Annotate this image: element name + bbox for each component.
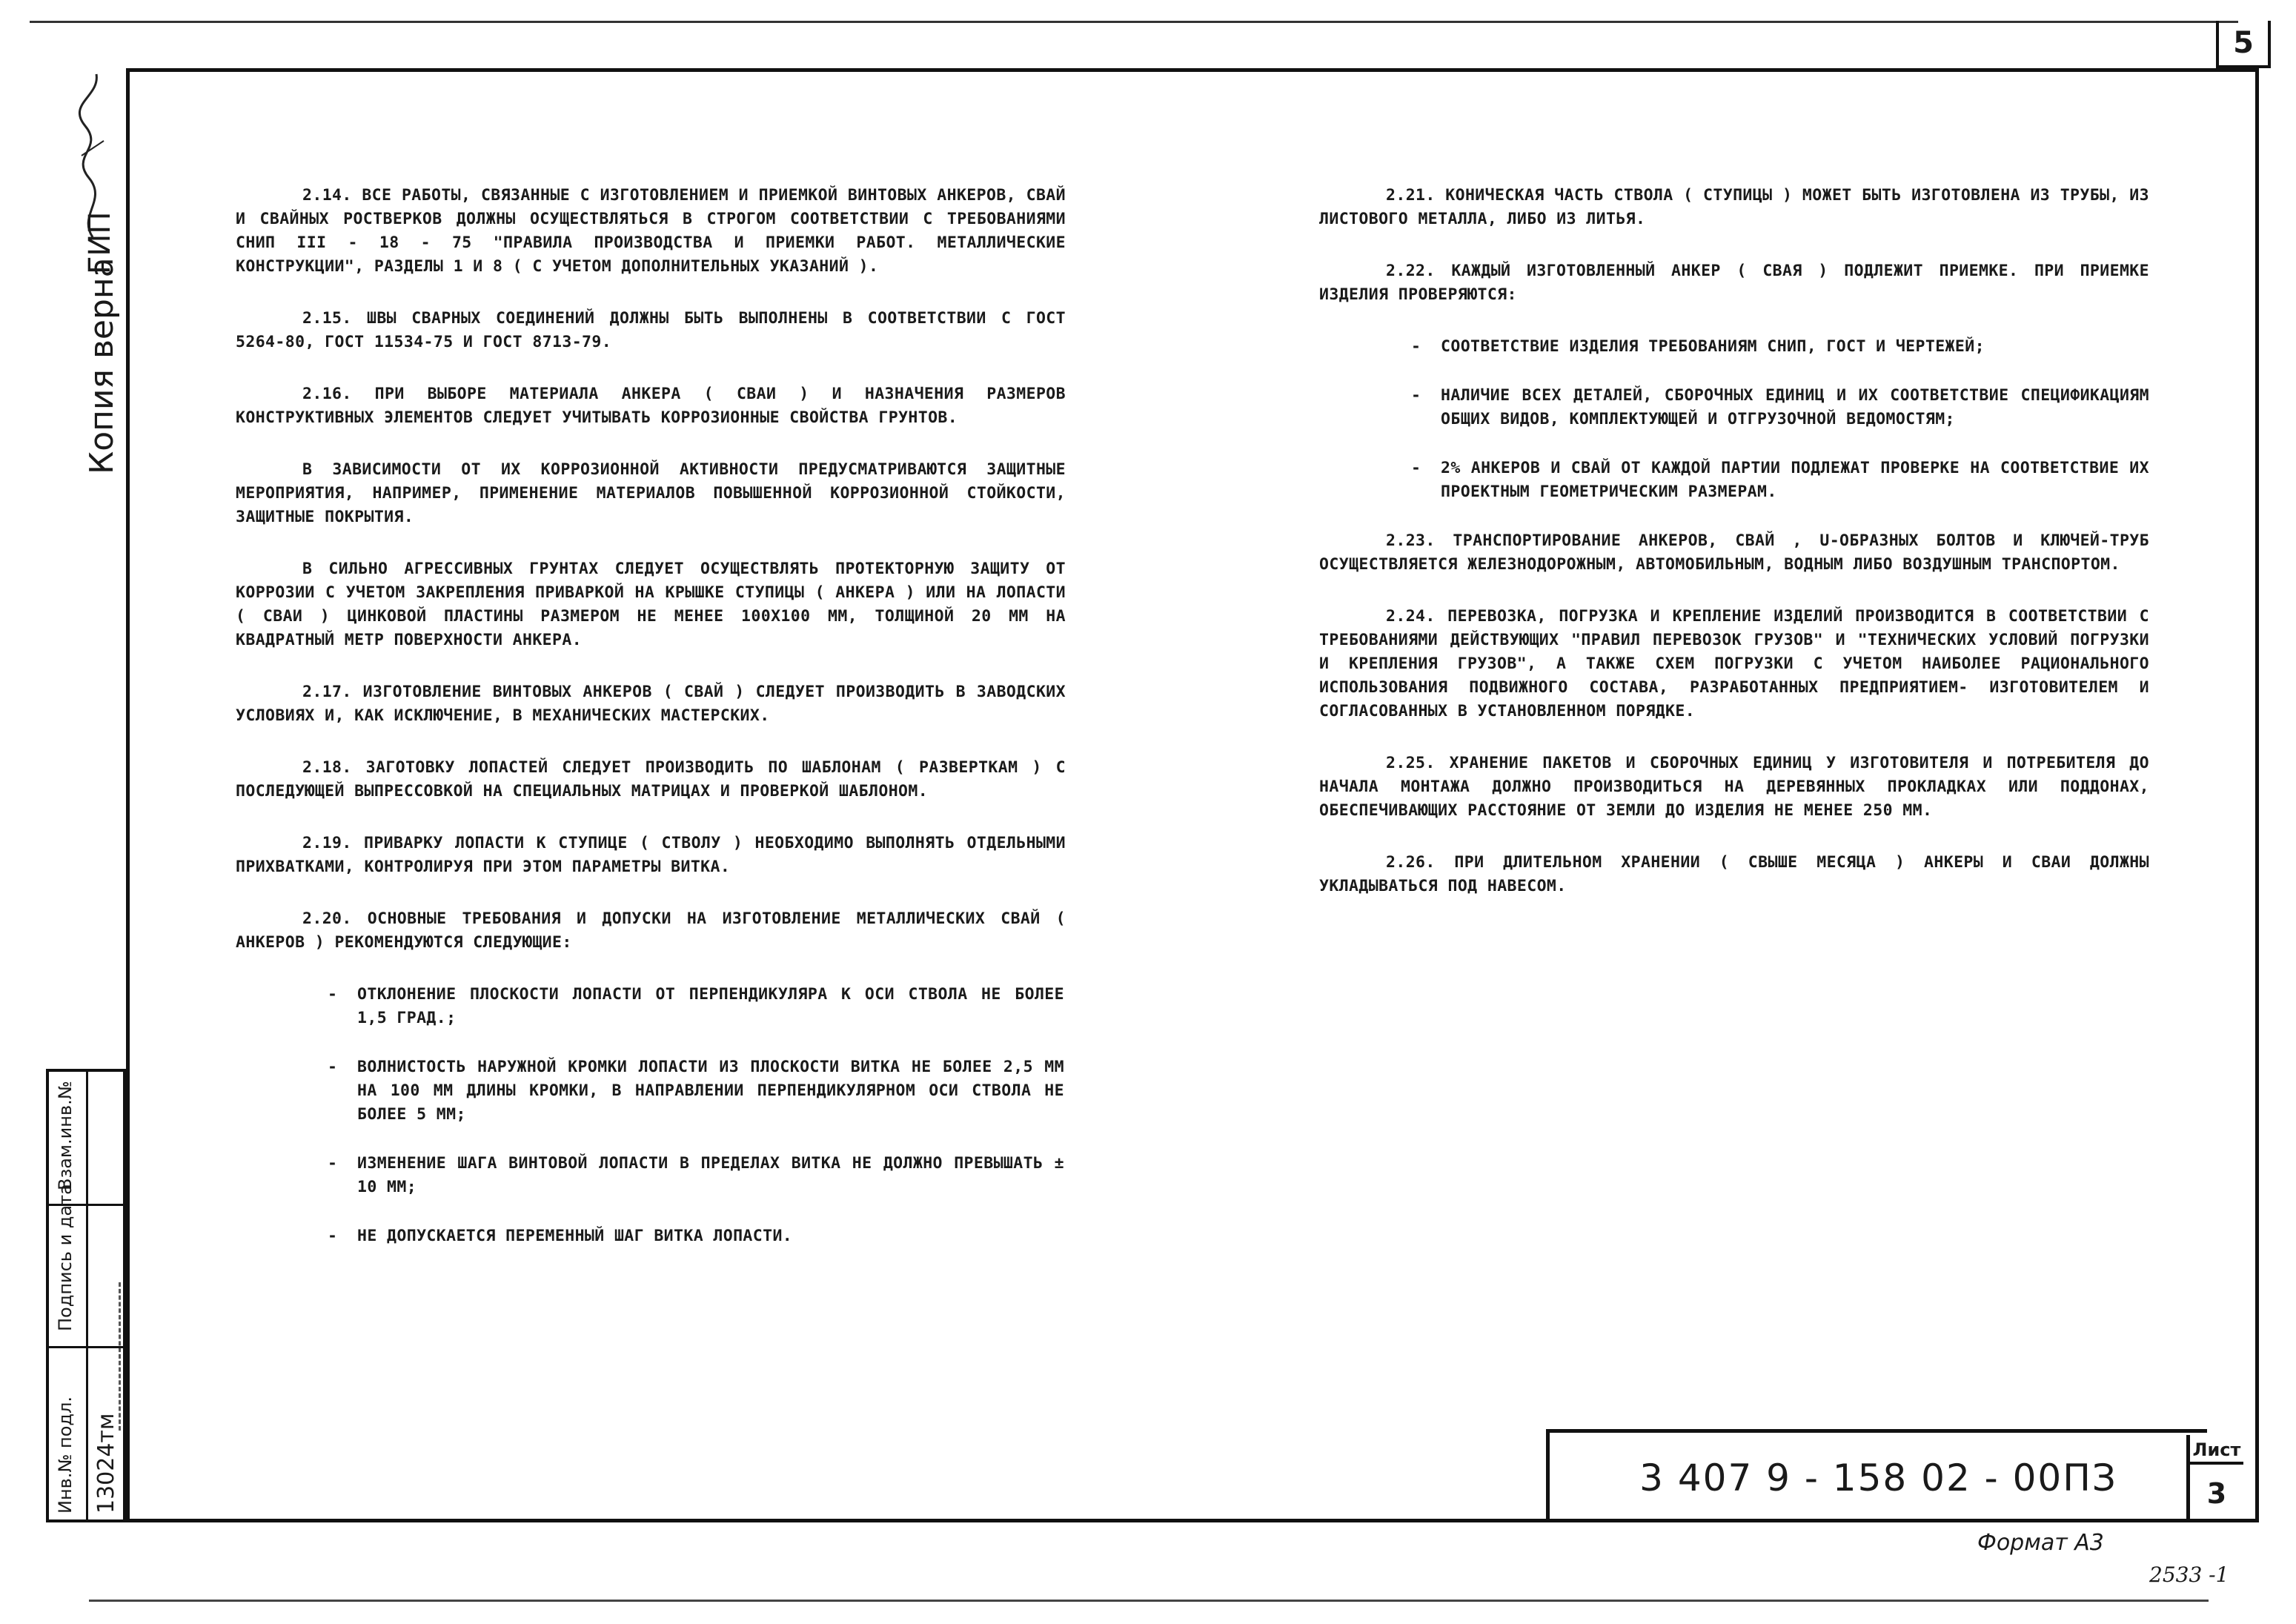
list-item: - ОТКЛОНЕНИЕ ПЛОСКОСТИ ЛОПАСТИ ОТ ПЕРПЕНДИКУЛЯРА К ОСИ СТВОЛА НЕ БОЛЕЕ 1,5 ГРАД.; — [328, 985, 1064, 1027]
inv-no-value: 13024тм — [93, 1413, 119, 1514]
list-item: - ИЗМЕНЕНИЕ ШАГА ВИНТОВОЙ ЛОПАСТИ В ПРЕДЕЛАХ ВИТКА НЕ ДОЛЖНО ПРЕВЫШАТЬ ± 10 ММ; — [328, 1154, 1064, 1196]
copy-true-stamp: Копия верна — [83, 257, 121, 474]
list-item: - ВОЛНИСТОСТЬ НАРУЖНОЙ КРОМКИ ЛОПАСТИ ИЗ ПЛОСКОСТИ ВИТКА НЕ БОЛЕЕ 2,5 ММ НА 100 ММ ДЛИНЫ КРОМКИ, В НАПРАВЛЕНИИ ПЕРПЕНДИКУЛЯРНОМ ОСИ СТВОЛА НЕ БОЛЕЕ 5 ММ; — [328, 1058, 1064, 1124]
list-item: - НАЛИЧИЕ ВСЕХ ДЕТАЛЕЙ, СБОРОЧНЫХ ЕДИНИЦ И ИХ СООТВЕТСТВИЕ СПЕЦИФИКАЦИЯМ ОБЩИХ ВИДОВ, КОМПЛЕКТУЮЩЕЙ И ОТГРУЗОЧНОЙ ВЕДОМОСТЯМ; — [1411, 386, 2149, 428]
right-column — [1319, 184, 2149, 927]
clause-2-17: 2.17. ИЗГОТОВЛЕНИЕ ВИНТОВЫХ АНКЕРОВ ( СВАЙ ) СЛЕДУЕТ ПРОИЗВОДИТЬ В ЗАВОДСКИХ УСЛОВИЯХ И, КАК ИСКЛЮЧЕНИЕ, В МЕХАНИЧЕСКИХ МАСТЕРСКИХ. — [236, 683, 1066, 725]
top-border-line — [30, 21, 2238, 23]
clause-2-19: 2.19. ПРИВАРКУ ЛОПАСТИ К СТУПИЦЕ ( СТВОЛУ ) НЕОБХОДИМО ВЫПОЛНЯТЬ ОТДЕЛЬНЫМИ ПРИХВАТКАМИ, КОНТРОЛИРУЯ ПРИ ЭТОМ ПАРАМЕТРЫ ВИТКА. — [236, 834, 1066, 876]
bottom-border-line — [89, 1600, 2209, 1602]
sign-date-label: Подпись и дата — [55, 1184, 76, 1331]
clause-2-16-c: В СИЛЬНО АГРЕССИВНЫХ ГРУНТАХ СЛЕДУЕТ ОСУЩЕСТВЛЯТЬ ПРОТЕКТОРНУЮ ЗАЩИТУ ОТ КОРРОЗИИ С УЧЕТОМ ЗАКРЕПЛЕНИЯ ПРИВАРКОЙ НА КРЫШКЕ СТУПИЦЫ ( АНКЕРА ) ИЛИ НА ЛОПАСТИ ( СВАИ ) ЦИНКОВОЙ ПЛАСТИНЫ РАЗМЕРОМ НЕ МЕНЕЕ 100Х100 ММ, ТОЛЩИНОЙ 20 ММ НА КВАДРАТНЫЙ МЕТР ПОВЕРХНОСТИ АНКЕРА. — [236, 560, 1066, 649]
sheet-label: Лист — [2190, 1435, 2243, 1465]
page-number: 5 — [2216, 21, 2271, 68]
clause-2-18: 2.18. ЗАГОТОВКУ ЛОПАСТЕЙ СЛЕДУЕТ ПРОИЗВОДИТЬ ПО ШАБЛОНАМ ( РАЗВЕРТКАМ ) С ПОСЛЕДУЮЩЕЙ ВЫПРЕССОВКОЙ НА СПЕЦИАЛЬНЫХ МАТРИЦАХ И ПРОВЕРКОЙ ШАБЛОНОМ. — [236, 758, 1066, 801]
clause-2-24: 2.24. ПЕРЕВОЗКА, ПОГРУЗКА И КРЕПЛЕНИЕ ИЗДЕЛИЙ ПРОИЗВОДИТСЯ В СООТВЕТСТВИИ С ТРЕБОВАНИЯМИ ДЕЙСТВУЮЩИХ "ПРАВИЛ ПЕРЕВОЗОК ГРУЗОВ" И "ТЕХНИЧЕСКИХ УСЛОВИЙ ПОГРУЗКИ И КРЕПЛЕНИЯ ГРУЗОВ", А ТАКЖЕ СХЕМ ПОГРУЗКИ С УЧЕТОМ НАИБОЛЕЕ РАЦИОНАЛЬНОГО ИСПОЛЬЗОВАНИЯ ПОДВИЖНОГО СОСТАВА, РАЗРАБОТАННЫХ ПРЕДПРИЯТИЕМ- ИЗГОТОВИТЕЛЕМ И СОГЛАСОВАННЫХ В УСТАНОВЛЕННОМ ПОРЯДКЕ. — [1319, 607, 2149, 720]
clause-2-16: 2.16. ПРИ ВЫБОРЕ МАТЕРИАЛА АНКЕРА ( СВАИ ) И НАЗНАЧЕНИЯ РАЗМЕРОВ КОНСТРУКТИВНЫХ ЭЛЕМЕНТОВ СЛЕДУЕТ УЧИТЫВАТЬ КОРРОЗИОННЫЕ СВОЙСТВА ГРУНТОВ. — [236, 385, 1066, 427]
format-label: Формат А3 — [1977, 1530, 2104, 1556]
clause-2-22: 2.22. КАЖДЫЙ ИЗГОТОВЛЕННЫЙ АНКЕР ( СВАЯ ) ПОДЛЕЖИТ ПРИЕМКЕ. ПРИ ПРИЕМКЕ ИЗДЕЛИЯ ПРОВЕРЯЮТСЯ: — [1319, 262, 2149, 304]
list-item: - НЕ ДОПУСКАЕТСЯ ПЕРЕМЕННЫЙ ШАГ ВИТКА ЛОПАСТИ. — [328, 1227, 793, 1245]
table-divider — [86, 1072, 88, 1519]
list-item: - 2% АНКЕРОВ И СВАЙ ОТ КАЖДОЙ ПАРТИИ ПОДЛЕЖАТ ПРОВЕРКЕ НА СООТВЕТСТВИЕ ИХ ПРОЕКТНЫМ ГЕОМЕТРИЧЕСКИМ РАЗМЕРАМ. — [1411, 459, 2149, 501]
left-column — [236, 184, 1066, 1273]
clause-2-20: 2.20. ОСНОВНЫЕ ТРЕБОВАНИЯ И ДОПУСКИ НА ИЗГОТОВЛЕНИЕ МЕТАЛЛИЧЕСКИХ СВАЙ ( АНКЕРОВ ) РЕКОМЕНДУЮТСЯ СЛЕДУЮЩИЕ: — [236, 909, 1066, 952]
archive-number: 2533 -1 — [2149, 1562, 2229, 1587]
clause-2-14: 2.14. ВСЕ РАБОТЫ, СВЯЗАННЫЕ С ИЗГОТОВЛЕНИЕМ И ПРИЕМКОЙ ВИНТОВЫХ АНКЕРОВ, СВАЙ И СВАЙНЫХ РОСТВЕРКОВ ДОЛЖНЫ ОСУЩЕСТВЛЯТЬСЯ В СТРОГОМ СООТВЕТСТВИИ С ТРЕБОВАНИЯМИ СНИП III - 18 - 75 "ПРАВИЛА ПРОИЗВОДСТВА И ПРИЕМКИ РАБОТ. МЕТАЛЛИЧЕСКИЕ КОНСТРУКЦИИ", РАЗДЕЛЫ 1 И 8 ( С УЧЕТОМ ДОПОЛНИТЕЛЬНЫХ УКАЗАНИЙ ). — [236, 186, 1066, 276]
gip-stamp: ГИП — [83, 211, 117, 274]
clause-2-25: 2.25. ХРАНЕНИЕ ПАКЕТОВ И СБОРОЧНЫХ ЕДИНИЦ У ИЗГОТОВИТЕЛЯ И ПОТРЕБИТЕЛЯ ДО НАЧАЛА МОНТАЖА ДОЛЖНО ПРОИЗВОДИТЬСЯ НА ДЕРЕВЯННЫХ ПРОКЛАДКАХ ИЛИ ПОДДОНАХ, ОБЕСПЕЧИВАЮЩИХ РАССТОЯНИЕ ОТ ЗЕМЛИ ДО ИЗДЕЛИЯ НЕ МЕНЕЕ 250 ММ. — [1319, 754, 2149, 820]
clause-2-15: 2.15. ШВЫ СВАРНЫХ СОЕДИНЕНИЙ ДОЛЖНЫ БЫТЬ ВЫПОЛНЕНЫ В СООТВЕТСТВИИ С ГОСТ 5264-80, ГОСТ 11534-75 И ГОСТ 8713-79. — [236, 309, 1066, 351]
clause-2-23: 2.23. ТРАНСПОРТИРОВАНИЕ АНКЕРОВ, СВАЙ , U-ОБРАЗНЫХ БОЛТОВ И КЛЮЧЕЙ-ТРУБ ОСУЩЕСТВЛЯЕТСЯ ЖЕЛЕЗНОДОРОЖНЫМ, АВТОМОБИЛЬНЫМ, ВОДНЫМ ЛИБО ВОЗДУШНЫМ ТРАНСПОРТОМ. — [1319, 531, 2149, 574]
sheet-number: 3 — [2206, 1477, 2227, 1510]
clause-2-16-b: В ЗАВИСИМОСТИ ОТ ИХ КОРРОЗИОННОЙ АКТИВНОСТИ ПРЕДУСМАТРИВАЮТСЯ ЗАЩИТНЫЕ МЕРОПРИЯТИЯ, НАПРИМЕР, ПРИМЕНЕНИЕ МАТЕРИАЛОВ ПОВЫШЕННОЙ КОРРОЗИОННОЙ СТОЙКОСТИ, ЗАЩИТНЫЕ ПОКРЫТИЯ. — [236, 460, 1066, 526]
replace-inv-label: Взам.инв.№ — [55, 1081, 76, 1190]
table-divider — [49, 1346, 123, 1348]
clause-2-26: 2.26. ПРИ ДЛИТЕЛЬНОМ ХРАНЕНИИ ( СВЫШЕ МЕСЯЦА ) АНКЕРЫ И СВАИ ДОЛЖНЫ УКЛАДЫВАТЬСЯ ПОД НАВЕСОМ. — [1319, 853, 2149, 895]
clause-2-21: 2.21. КОНИЧЕСКАЯ ЧАСТЬ СТВОЛА ( СТУПИЦЫ ) МОЖЕТ БЫТЬ ИЗГОТОВЛЕНА ИЗ ТРУБЫ, ИЗ ЛИСТОВОГО МЕТАЛЛА, ЛИБО ИЗ ЛИТЬЯ. — [1319, 186, 2149, 228]
inv-no-label: Инв.№ подл. — [55, 1396, 76, 1514]
side-stamp-table — [46, 1069, 126, 1522]
list-item: - СООТВЕТСТВИЕ ИЗДЕЛИЯ ТРЕБОВАНИЯМ СНИП, ГОСТ И ЧЕРТЕЖЕЙ; — [1411, 337, 1985, 356]
sheet-box — [2186, 1435, 2240, 1522]
document-designation: 3 407 9 - 158 02 - 00ПЗ — [1546, 1429, 2207, 1522]
